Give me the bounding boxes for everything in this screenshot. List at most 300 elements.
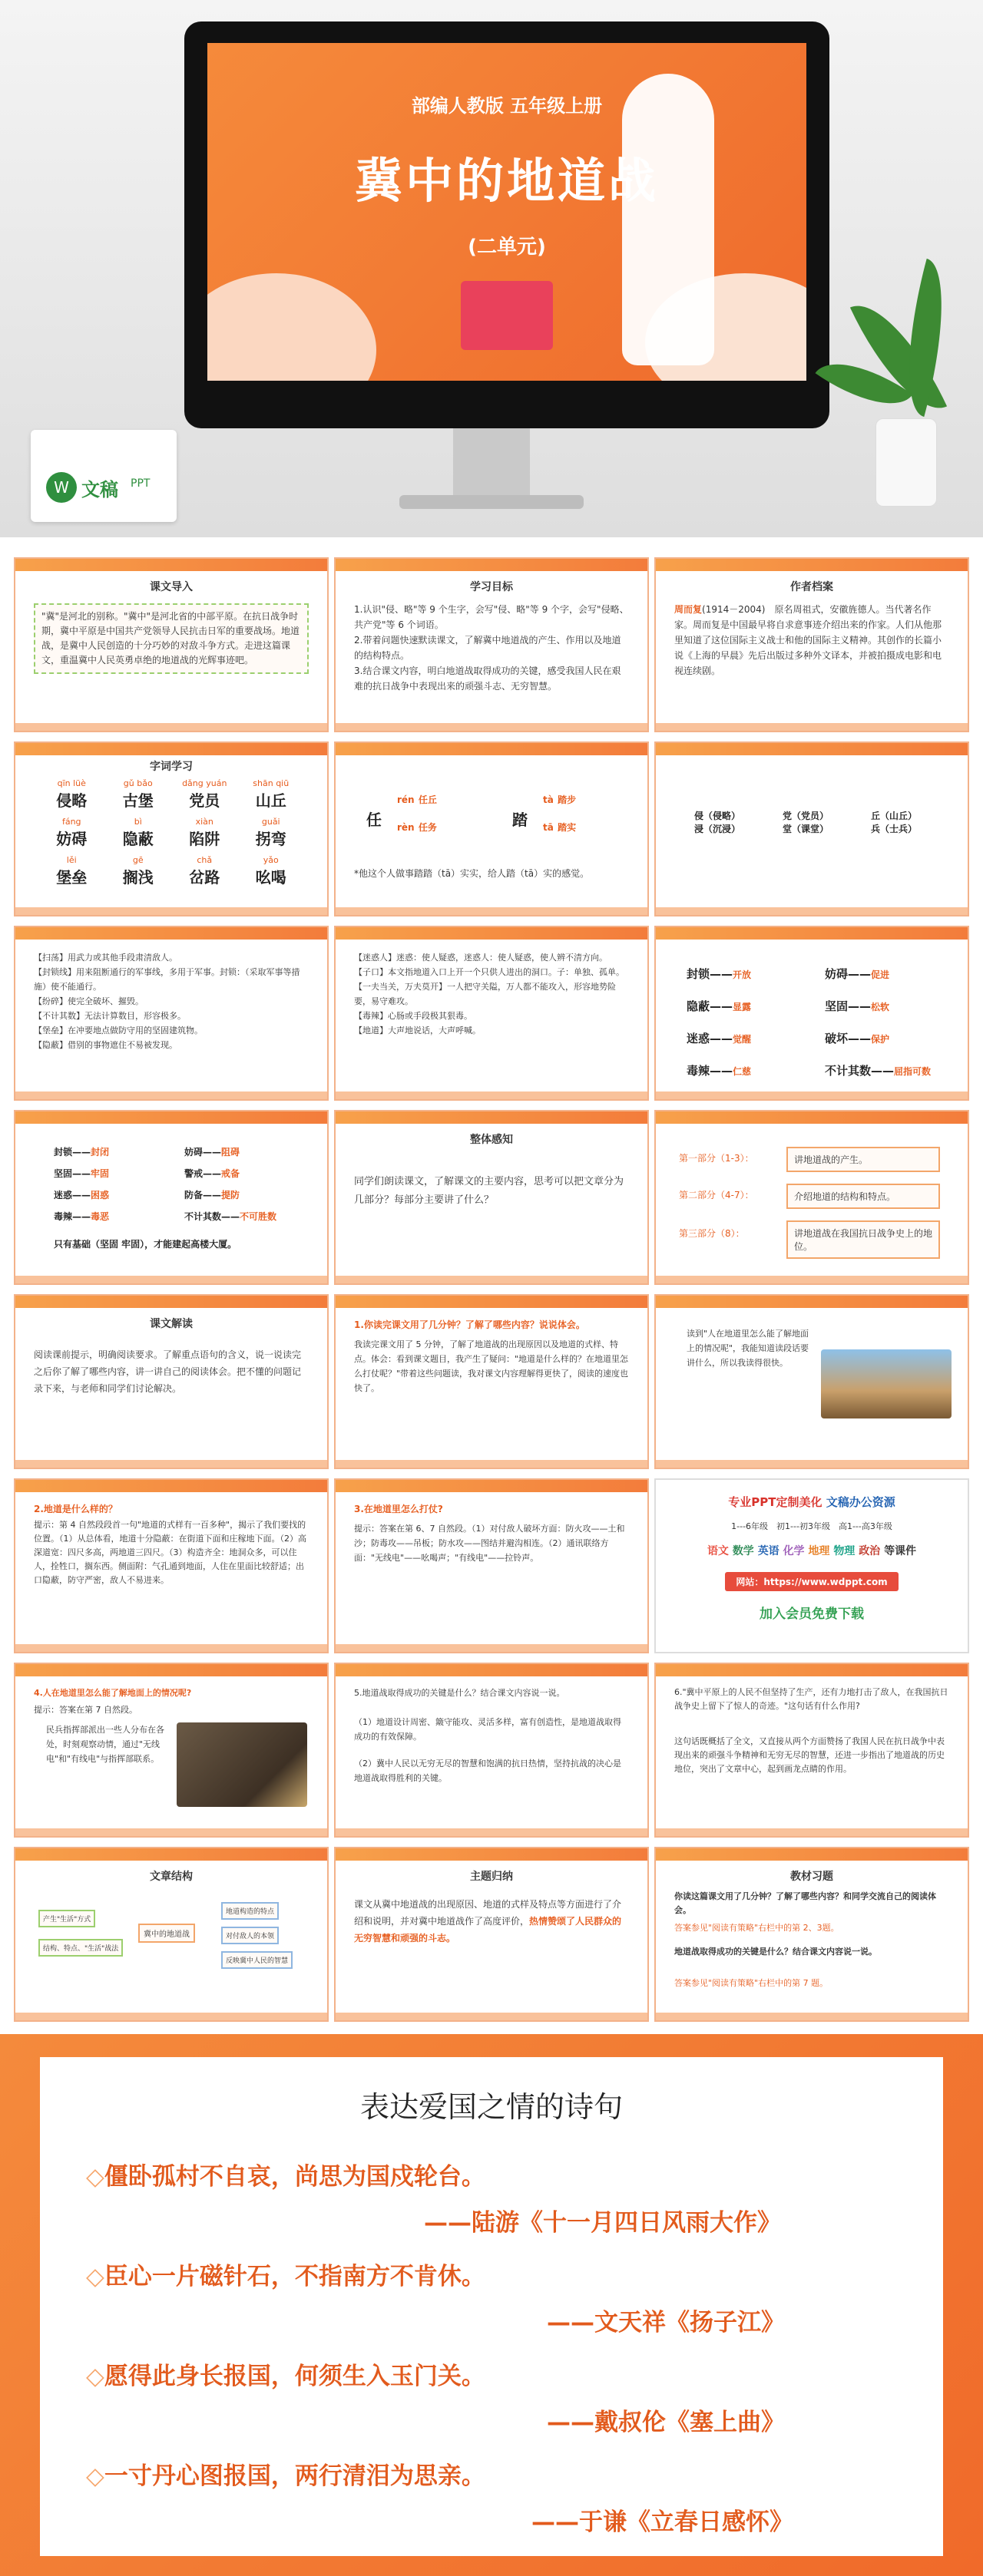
slide-banner xyxy=(336,1296,647,1308)
subject: 地理 xyxy=(808,1545,830,1557)
part-label: 第二部分（4-7）： xyxy=(679,1190,754,1200)
slide-banner xyxy=(336,927,647,940)
meaning-item: 【不计其数】无法计算数目，形容极多。 xyxy=(34,1011,186,1021)
slide-footer xyxy=(336,1828,647,1836)
slide-footer xyxy=(15,2013,327,2020)
antonym: 松软 xyxy=(871,1002,890,1012)
similar-pair xyxy=(694,809,740,835)
slide-q4 xyxy=(14,1663,329,1838)
poem-text: 臣心一片磁针石，不指南方不肯休。 xyxy=(104,2263,485,2290)
slide-theme xyxy=(334,1847,649,2022)
poem-line-3 xyxy=(86,2356,485,2391)
slide-title: 整体感知 xyxy=(470,1134,513,1146)
word: 堂（课堂） xyxy=(783,824,829,834)
subject: 英语 xyxy=(757,1545,779,1557)
word: 迷惑—— xyxy=(54,1190,91,1200)
answer-2: （2）冀中人民以无穷无尽的智慧和饱满的抗日热情，坚持抗战的决心是地道战取得胜利的关键。 xyxy=(354,1759,621,1783)
diamond-icon: ◇ xyxy=(86,2462,104,2490)
question: 5.地道战取得成功的关键是什么？结合课文内容说一说。 xyxy=(354,1688,565,1698)
slide-q6 xyxy=(654,1663,969,1838)
slide-banner xyxy=(656,1664,968,1676)
structure-center: 冀中的地道战 xyxy=(138,1924,195,1943)
synonym: 戒备 xyxy=(221,1168,240,1179)
synonym-pair xyxy=(54,1210,109,1223)
word: 踏实 xyxy=(558,822,577,833)
char-cell xyxy=(171,778,238,811)
slide-footer xyxy=(15,1644,327,1652)
slide-banner xyxy=(656,1848,968,1861)
reading xyxy=(397,792,437,806)
pinyin: fáng xyxy=(61,817,81,827)
slide-banner xyxy=(336,1480,647,1492)
slide-footer xyxy=(336,1091,647,1099)
bugler-silhouette xyxy=(622,74,714,365)
poem-line-4 xyxy=(86,2456,485,2491)
antonym-pair xyxy=(825,966,889,982)
synonym: 提防 xyxy=(221,1190,240,1200)
word: 任丘 xyxy=(418,794,437,805)
ad-subjects xyxy=(656,1543,968,1558)
answer: 我读完课文用了 5 分钟，了解了地道战的出现原因以及地道的式样、特点。体会：看到课文题目，我产生了疑问："地道是什么样的？在地道里怎么打仗呢？"带着这些问题读，我对课文内容理解得更快了，阅读的速度也快了。 xyxy=(354,1339,629,1393)
word: 毒辣—— xyxy=(54,1211,91,1222)
word: 吆喝 xyxy=(255,868,286,887)
meanings-list xyxy=(34,950,309,1052)
slide-title: 课文解读 xyxy=(150,1318,193,1330)
question: 6."冀中平原上的人民不但坚持了生产，还有力地打击了敌人，在我国抗日战争史上留下了惊人的奇迹。"这句话有什么作用? xyxy=(674,1687,948,1711)
slide-ad xyxy=(654,1478,969,1653)
hint: 提示：答案在第 7 自然段。 xyxy=(34,1705,137,1715)
slide-footer xyxy=(15,907,327,915)
word: 不计其数—— xyxy=(825,1064,895,1078)
antonym: 显露 xyxy=(733,1002,752,1012)
antonym: 促进 xyxy=(871,969,890,980)
part-text: 讲地道战在我国抗日战争史上的地位。 xyxy=(786,1220,940,1259)
slide-banner xyxy=(15,743,327,755)
structure-node: 结构、特点、"生活"战法 xyxy=(38,1939,123,1957)
poem-slide xyxy=(0,2034,983,2576)
slide-footer xyxy=(15,723,327,731)
tip-text: 读到"人在地道里怎么能了解地面上的情况呢"，我能知道读段话要讲什么，所以我读得很快。 xyxy=(687,1329,809,1368)
word: 浸（沉浸） xyxy=(694,824,741,834)
plant-pot xyxy=(875,418,937,507)
meaning-item: 【隐蔽】借别的事物遮住不易被发现。 xyxy=(34,1040,177,1050)
slide-word-meanings-2 xyxy=(334,926,649,1101)
word: 妨碍—— xyxy=(825,967,872,981)
author-name: 周而复 xyxy=(674,604,703,615)
word: 任务 xyxy=(418,822,437,833)
slide-banner xyxy=(15,1848,327,1861)
reading-text: 阅读课前提示，明确阅读要求。了解重点语句的含义，说一说读完之后你了解了哪些内容，讲一讲自己的阅读体会。把不懂的问题记录下来，与老师和同学们讨论解决。 xyxy=(34,1349,302,1394)
grade: 1---6年级 xyxy=(731,1521,769,1531)
pinyin: tà xyxy=(543,794,554,805)
char-cell xyxy=(105,817,172,849)
poem-source-1: ——陆游《十一月四日风雨大作》 xyxy=(424,2209,781,2237)
slide-q1 xyxy=(334,1294,649,1469)
slide-title: 作者档案 xyxy=(790,581,833,593)
char-cell xyxy=(38,778,105,811)
meanings-list xyxy=(354,950,629,1038)
slide-footer xyxy=(15,1091,327,1099)
diamond-icon: ◇ xyxy=(86,2263,104,2290)
synonym: 不可胜数 xyxy=(240,1211,277,1222)
meaning-item: 【纷碎】使完全破坏、摧毁。 xyxy=(34,996,144,1006)
hero-mockup xyxy=(0,0,983,537)
synonym-pair xyxy=(54,1188,109,1201)
decor-shape xyxy=(207,273,376,381)
antonym: 保护 xyxy=(871,1034,890,1045)
slide-q3 xyxy=(334,1478,649,1653)
structure-node: 地道构造的特点 xyxy=(221,1902,279,1920)
subject: 语文 xyxy=(707,1545,729,1557)
word: 隐蔽 xyxy=(122,830,154,848)
pinyin: guǎi xyxy=(261,817,280,827)
goals-text xyxy=(354,602,629,694)
slide-banner xyxy=(15,559,327,571)
antonym-pair xyxy=(825,1062,931,1078)
slide-structure xyxy=(14,1847,329,2022)
theme-text xyxy=(354,1896,629,1947)
antonym: 开放 xyxy=(733,969,752,980)
slide-banner xyxy=(656,559,968,571)
slide-footer xyxy=(336,907,647,915)
slide-title: 文章结构 xyxy=(150,1871,193,1883)
antonym: 仁慈 xyxy=(733,1066,752,1077)
answer: 提示：答案在第 6、7 自然段。（1）对付敌人破坏方面：防火攻——土和沙；防毒攻——吊板；防水攻——图结并避沟相连。（2）通讯联络方面："无线电"——吆喝声；"有线电"——拉铃声。 xyxy=(354,1524,625,1563)
pinyin: gē xyxy=(132,855,144,865)
word: 党员 xyxy=(189,791,220,810)
word: 封锁—— xyxy=(687,967,733,981)
meaning-item: 【一夫当关，万夫莫开】一人把守关隘，万人都不能攻入，形容地势险要，易守难攻。 xyxy=(354,982,616,1006)
word: 踏步 xyxy=(558,794,577,805)
poem-source-3: ——戴叔伦《塞上曲》 xyxy=(547,2409,785,2436)
char-cell xyxy=(105,855,172,887)
meaning-item: 【毒辣】心肠或手段极其狠毒。 xyxy=(354,1011,472,1021)
meaning-item: 【扫荡】用武力或其他手段肃清敌人。 xyxy=(34,953,177,963)
antonym: 觉醒 xyxy=(733,1034,752,1045)
slide-title: 课文导入 xyxy=(150,581,193,593)
answer: 提示：第 4 自然段段首一句"地道的式样有一百多种"，揭示了我们要找的位置。（1）从总体看，地道十分隐蔽：在街道下面和庄稼地下面。（2）高深道宽：四尺多高，两地道三四尺。（3）构造齐全：地洞众多，可以住人，拴牲口，搁东西。侧面附：气孔通到地面，人住在里面比较舒适；出口隐蔽，防守严密，敌人不易进来。 xyxy=(34,1520,306,1585)
word: 坚固—— xyxy=(54,1168,91,1179)
join-link[interactable]: 加入会员免费下载 xyxy=(760,1607,864,1622)
logo-text: 文稿 xyxy=(81,479,118,500)
word: 陷阱 xyxy=(189,830,220,848)
slide-footer xyxy=(15,1276,327,1283)
poem-text: 一寸丹心图报国，两行清泪为思亲。 xyxy=(104,2462,485,2490)
slide-banner xyxy=(336,559,647,571)
pinyin: chǎ xyxy=(197,855,213,865)
slide-banner xyxy=(336,1664,647,1676)
slide-antonyms xyxy=(654,926,969,1101)
slide-footer xyxy=(15,1828,327,1836)
char-grid xyxy=(38,778,304,887)
structure-node: 对付敌人的本领 xyxy=(221,1927,279,1944)
structure-node: 产生"生活"方式 xyxy=(38,1910,95,1927)
pinyin: lěi xyxy=(66,855,77,865)
question: 1.你读完课文用了几分钟？了解了哪些内容？说说体会。 xyxy=(354,1319,585,1330)
cover-title: 冀中的地道战 xyxy=(354,153,659,209)
word: 毒辣—— xyxy=(687,1064,733,1078)
part-label: 第三部分（8）： xyxy=(679,1228,745,1239)
slide-footer xyxy=(336,1460,647,1468)
word: 不计其数—— xyxy=(184,1211,240,1222)
char-cell xyxy=(38,855,105,887)
synonym-pair xyxy=(54,1167,109,1180)
exercise-q2: 地道战取得成功的关键是什么？结合课文内容说一说。 xyxy=(674,1947,877,1957)
poem-line-2 xyxy=(86,2257,485,2291)
structure-node: 反映冀中人民的智慧 xyxy=(221,1951,293,1969)
site-link[interactable]: 网站：https://www.wdppt.com xyxy=(725,1572,898,1591)
similar-pair xyxy=(783,809,829,835)
slide-title: 主题归纳 xyxy=(470,1871,513,1883)
slide-banner xyxy=(336,1848,647,1861)
subject: 化学 xyxy=(783,1545,805,1557)
slide-banner xyxy=(336,1111,647,1124)
slide-title: 学习目标 xyxy=(470,581,513,593)
word: 破坏—— xyxy=(825,1032,872,1045)
slide-polyphone xyxy=(334,741,649,916)
word: 侵（侵略） xyxy=(694,811,741,821)
similar-pair xyxy=(871,809,917,835)
antonym-pair xyxy=(687,966,751,982)
pinyin: tā xyxy=(543,822,554,833)
grade: 高1---高3年级 xyxy=(838,1521,892,1531)
pinyin: qīn lüè xyxy=(57,778,86,788)
slide-footer xyxy=(15,1460,327,1468)
slide-footer xyxy=(336,2013,647,2020)
question: 4.人在地道里怎么能了解地面上的情况呢? xyxy=(34,1688,192,1698)
diamond-icon: ◇ xyxy=(86,2163,104,2191)
slide-banner xyxy=(656,743,968,755)
goal-1: 1.认识"侵、略"等 9 个生字，会写"侵、略"等 9 个字，会写"侵略、共产党"等 6 个词语。 xyxy=(354,604,629,630)
poem-source-2: ——文天祥《扬子江》 xyxy=(547,2309,785,2337)
poem-panel xyxy=(40,2057,943,2556)
char-cell xyxy=(38,817,105,849)
word: 丘（山丘） xyxy=(871,811,918,821)
word: 妨碍—— xyxy=(184,1147,222,1158)
question: 3.在地道里怎么打仗? xyxy=(354,1504,443,1514)
word: 搁浅 xyxy=(122,868,154,887)
slide-q5 xyxy=(334,1663,649,1838)
word: 迷惑—— xyxy=(687,1032,733,1045)
slide-banner xyxy=(15,1664,327,1676)
diamond-icon: ◇ xyxy=(86,2363,104,2390)
exercise-q1: 你读这篇课文用了几分钟？了解了哪些内容？和同学交流自己的阅读体会。 xyxy=(674,1891,936,1915)
synonym-note: 只有基础（坚固 牢固），才能建起高楼大厦。 xyxy=(54,1239,237,1250)
slide-footer xyxy=(656,907,968,915)
antonym-pair xyxy=(825,1030,889,1046)
pinyin: bì xyxy=(134,817,142,827)
cover-publisher: 部编人教版 五年级上册 xyxy=(411,95,603,117)
antonym-pair xyxy=(687,998,751,1014)
slide-banner xyxy=(15,1111,327,1124)
poem-source-4: ——于谦《立春日感怀》 xyxy=(531,2508,793,2536)
meaning-item: 【地道】大声地说话，大声呼喊。 xyxy=(354,1025,481,1035)
slide-footer xyxy=(336,1644,647,1652)
slide-author xyxy=(654,557,969,732)
slide-footer xyxy=(336,1276,647,1283)
antonym-pair xyxy=(825,998,889,1014)
tunnel-photo xyxy=(177,1722,307,1807)
cover-slide xyxy=(207,43,806,381)
slide-footer xyxy=(336,723,647,731)
meaning-item: 【封锁线】用来阻断通行的军事线，多用于军事。封锁：（采取军事等措施）使不能通行。 xyxy=(34,967,300,992)
slide-similar-chars xyxy=(654,741,969,916)
pinyin: yǎo xyxy=(263,855,279,865)
reading xyxy=(543,792,576,806)
poem-text: 僵卧孤村不自哀，尚思为国戍轮台。 xyxy=(104,2163,485,2191)
ad-site-row xyxy=(656,1572,968,1591)
subject: 物理 xyxy=(833,1545,856,1557)
slide-exercises xyxy=(654,1847,969,2022)
word: 山丘 xyxy=(255,791,286,810)
antonym-pair xyxy=(687,1030,751,1046)
intro-text: "冀"是河北的别称。"冀中"是河北省的中部平原。在抗日战争时期，冀中平原是中国共产党领导人民抗击日军的重要战场。地道战，是冀中人民创造的十分巧妙的对敌斗争方式。走进这篇课文，重温冀中人民英勇卓绝的地道战的光辉事迹吧。 xyxy=(34,603,309,674)
theme-body: 课文从冀中地道战的出现原因、地道的式样及特点等方面进行了介绍和说明，并对冀中地道战作了高度评价， xyxy=(354,1899,622,1927)
reading xyxy=(543,820,576,834)
word: 侵略 xyxy=(56,791,88,810)
reading xyxy=(397,820,437,834)
pinyin: rén xyxy=(397,794,415,805)
answer: 民兵指挥部派出一些人分布在各处，时刻观察动情，通过"无线电"和"有线电"与指挥部联系。 xyxy=(46,1725,164,1764)
exercise-a2: 答案参见"阅读有策略"右栏中的第 7 题。 xyxy=(674,1978,829,1988)
antonym: 屈指可数 xyxy=(894,1066,932,1077)
word: 妨碍 xyxy=(56,830,88,848)
slide-banner xyxy=(656,927,968,940)
book-illustration xyxy=(461,281,553,350)
synonym-pair xyxy=(184,1167,240,1180)
synonym-pair xyxy=(184,1188,240,1201)
theme-highlight: 热情赞颂了人民群众的无穷智慧和顽强的斗志。 xyxy=(354,1916,622,1944)
slide-footer xyxy=(656,1091,968,1099)
slide-vocab xyxy=(14,741,329,916)
overview-text: 同学们朗读课文，了解课文的主要内容，思考可以把文章分为几部分？每部分主要讲了什么？ xyxy=(354,1176,624,1206)
pinyin: rèn xyxy=(397,822,415,833)
slide-footer xyxy=(656,1828,968,1836)
cover-unit: (二单元) xyxy=(468,236,546,259)
grade: 初1---初3年级 xyxy=(776,1521,830,1531)
slide-banner xyxy=(15,1480,327,1492)
slide-goals xyxy=(334,557,649,732)
ad-brand: 文稿办公资源 xyxy=(826,1495,895,1509)
slide-footer xyxy=(656,2013,968,2020)
monitor-stand xyxy=(453,428,530,497)
synonym: 牢固 xyxy=(91,1168,110,1179)
part-text: 讲地道战的产生。 xyxy=(786,1147,940,1172)
word: 封锁—— xyxy=(54,1147,91,1158)
slide-title: 教材习题 xyxy=(790,1871,833,1883)
word: 坚固—— xyxy=(825,999,872,1013)
slide-footer xyxy=(656,1460,968,1468)
ad-text: 专业PPT定制美化 xyxy=(728,1495,822,1509)
slide-title: 字词学习 xyxy=(150,761,193,773)
slide-banner xyxy=(656,1111,968,1124)
subject: 政治 xyxy=(859,1545,881,1557)
poem-text: 愿得此身长报国，何须生入玉门关。 xyxy=(104,2363,485,2390)
answer: 这句话既概括了全文，又直接从两个方面赞扬了我国人民在抗日战争中表现出来的顽强斗争精神和无穷无尽的智慧，还进一步指出了地道战的历史地位，突出了文章中心，起到画龙点睛的作用。 xyxy=(674,1736,945,1774)
slide-banner xyxy=(15,927,327,940)
goal-2: 2.带着问题快速默读课文，了解冀中地道战的产生、作用以及地道的结构特点。 xyxy=(354,635,621,661)
slide-banner xyxy=(15,1296,327,1308)
char-cell xyxy=(238,817,305,849)
monitor-base xyxy=(399,495,584,509)
synonym: 封闭 xyxy=(91,1147,110,1158)
word: 古堡 xyxy=(122,791,154,810)
char-cell xyxy=(171,855,238,887)
answer-1: （1）地道设计周密、簸守能攻、灵活多样，富有创造性，是地道战取得成功的有效保障。 xyxy=(354,1717,621,1742)
slide-footer xyxy=(656,723,968,731)
meaning-item: 【堡垒】在冲要地点做防守用的坚固建筑物。 xyxy=(34,1025,203,1035)
synonym: 困惑 xyxy=(91,1190,110,1200)
slide-synonyms xyxy=(14,1110,329,1285)
part-label: 第一部分（1-3）： xyxy=(679,1153,754,1164)
char-cell xyxy=(105,778,172,811)
synonym-pair xyxy=(54,1145,109,1158)
slide-overview xyxy=(334,1110,649,1285)
pinyin: dǎng yuán xyxy=(182,778,227,788)
logo-icon: W xyxy=(46,472,77,503)
char-ren: 任 xyxy=(366,811,382,829)
char-cell xyxy=(171,817,238,849)
meaning-item: 【迷惑人】迷惑：使人疑惑，迷惑人：使人疑惑，使人辨不清方向。 xyxy=(354,953,607,963)
word: 党（党员） xyxy=(783,811,829,821)
ad-headline xyxy=(656,1494,968,1510)
polyphone-note: *他这个人做事踏踏（tā）实实，给人踏（tā）实的感觉。 xyxy=(354,868,590,879)
synonym-pair xyxy=(184,1145,240,1158)
great-wall-image xyxy=(821,1349,952,1418)
char-cell xyxy=(238,855,305,887)
word: 隐蔽—— xyxy=(687,999,733,1013)
subject-tail: 等课件 xyxy=(884,1545,917,1557)
author-bio: (1914－2004) 原名周祖式，安徽旌德人。当代著名作家。周而复是中国最早将自求意事迹介绍出来的作家。人们从他那里知道了这位国际主义战士和他的国际主义精神。其创作的长篇小说《上海的早晨》先后出版过多种外文译本，并被拍摄成电影和电视连续剧。 xyxy=(674,604,942,676)
synonym: 阻碍 xyxy=(221,1147,240,1158)
slide-word-meanings-1 xyxy=(14,926,329,1101)
ad-grades xyxy=(656,1520,968,1532)
brand-card xyxy=(31,430,177,522)
author-text xyxy=(674,602,949,679)
word: 岔路 xyxy=(189,868,220,887)
goal-3: 3.结合课文内容，明白地道战取得成功的关键，感受我国人民在艰难的抗日战争中表现出来的顽强斗志、无穷智慧。 xyxy=(354,665,621,692)
antonym-pair xyxy=(687,1062,751,1078)
slide-reading xyxy=(14,1294,329,1469)
part-text: 介绍地道的结构和特点。 xyxy=(786,1184,940,1209)
slide-banner xyxy=(336,743,647,755)
pinyin: shān qiū xyxy=(253,778,290,788)
word: 防备—— xyxy=(184,1190,222,1200)
word: 兵（士兵） xyxy=(871,824,918,834)
monitor xyxy=(184,21,829,428)
meaning-item: 【子口】本文指地道入口上开一个只供人进出的洞口。子：单独、孤单。 xyxy=(354,967,624,977)
slide-parts xyxy=(654,1110,969,1285)
word: 警戒—— xyxy=(184,1168,222,1179)
question: 2.地道是什么样的？ xyxy=(34,1504,117,1514)
poem-line-1 xyxy=(86,2157,485,2191)
word: 拐弯 xyxy=(255,830,286,848)
slide-reading-tip xyxy=(654,1294,969,1469)
synonym-pair xyxy=(184,1210,276,1223)
slide-footer xyxy=(656,1276,968,1283)
synonym: 毒恶 xyxy=(91,1211,110,1222)
char-ta: 踏 xyxy=(512,811,528,829)
logo-suffix: PPT xyxy=(131,477,151,490)
slide-intro xyxy=(14,557,329,732)
pinyin: xiàn xyxy=(195,817,213,827)
word: 堡垒 xyxy=(56,868,88,887)
poem-title: 表达爱国之情的诗句 xyxy=(359,2090,623,2124)
slide-banner xyxy=(656,1296,968,1308)
exercise-a1: 答案参见"阅读有策略"右栏中的第 2、3题。 xyxy=(674,1923,839,1933)
slide-q2 xyxy=(14,1478,329,1653)
char-cell xyxy=(238,778,305,811)
